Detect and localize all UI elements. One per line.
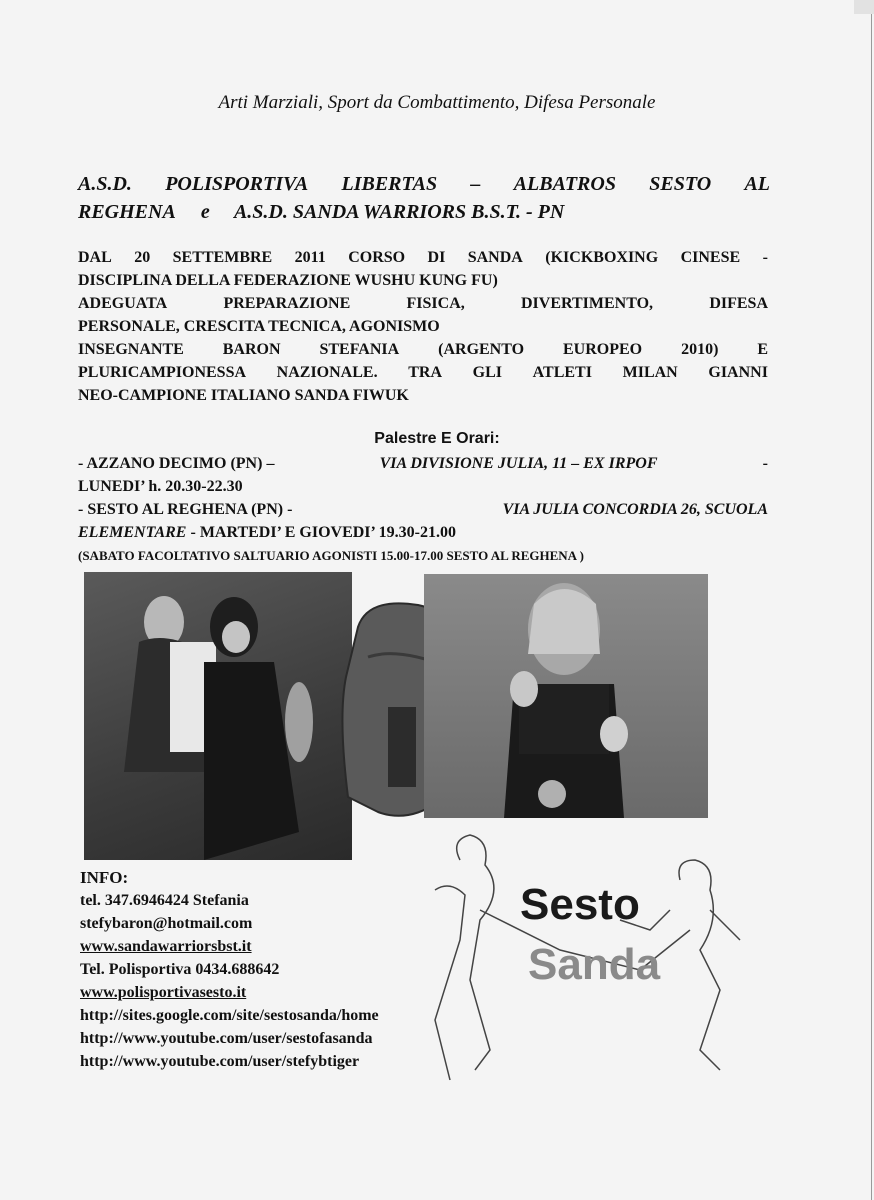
schedule-list bbox=[78, 452, 768, 567]
sesto-sanda-logo bbox=[420, 820, 754, 1082]
schedule-line-3 bbox=[78, 498, 768, 521]
contact-info bbox=[80, 866, 460, 1073]
location-address: VIA JULIA CONCORDIA 26, SCUOLA bbox=[502, 501, 768, 518]
word: 2010) bbox=[681, 341, 719, 358]
body-line-4: PERSONALE, CRESCITA TECNICA, AGONISMO bbox=[78, 318, 440, 335]
title-word: AL bbox=[744, 173, 770, 195]
word: DAL bbox=[78, 249, 112, 266]
title-word: e bbox=[200, 201, 210, 223]
website-link-polisportiva[interactable]: www.polisportivasesto.it bbox=[80, 984, 247, 1001]
word: NAZIONALE. bbox=[276, 364, 378, 381]
logo-word-sesto: Sesto bbox=[520, 880, 640, 929]
location-address: VIA DIVISIONE JULIA, 11 – EX IRPOF bbox=[379, 455, 658, 472]
body-line-6 bbox=[78, 361, 768, 384]
title-word: REGHENA bbox=[78, 201, 176, 223]
word: ADEGUATA bbox=[78, 295, 168, 312]
email-address: stefybaron@hotmail.com bbox=[80, 915, 253, 932]
paper-edge bbox=[871, 0, 872, 1200]
title-word: SESTO bbox=[649, 173, 712, 195]
word: MILAN bbox=[622, 364, 678, 381]
word: FISICA, bbox=[406, 295, 465, 312]
word: BARON bbox=[222, 341, 281, 358]
phone-polisportiva: Tel. Polisportiva 0434.688642 bbox=[80, 961, 280, 978]
word: (ARGENTO bbox=[438, 341, 525, 358]
title-word: A.S.D. SANDA WARRIORS B.S.T. - PN bbox=[233, 201, 565, 223]
url-youtube-sestofasanda: http://www.youtube.com/user/sestofasanda bbox=[80, 1030, 373, 1047]
location-name: - SESTO AL REGHENA (PN) - bbox=[78, 501, 293, 518]
word: GLI bbox=[472, 364, 503, 381]
training-photo-figures bbox=[84, 572, 352, 860]
schedule-heading: Palestre E Orari: bbox=[374, 430, 500, 447]
word: INSEGNANTE bbox=[78, 341, 184, 358]
title-word: POLISPORTIVA bbox=[165, 173, 309, 195]
schedule-line-2: LUNEDI’ h. 20.30-22.30 bbox=[78, 478, 243, 495]
subtitle: Arti Marziali, Sport da Combattimento, Difesa Personale bbox=[218, 92, 656, 113]
word: DIVERTIMENTO, bbox=[521, 295, 654, 312]
word: PREPARAZIONE bbox=[223, 295, 351, 312]
title-word: – bbox=[470, 173, 481, 195]
location-address: ELEMENTARE bbox=[78, 524, 187, 541]
word: 2011 bbox=[294, 249, 326, 266]
website-link-sandawarriors[interactable]: www.sandawarriorsbst.it bbox=[80, 938, 252, 955]
body-line-2: DISCIPLINA DELLA FEDERAZIONE WUSHU KUNG FU) bbox=[78, 272, 498, 289]
info-heading: INFO: bbox=[80, 868, 129, 887]
training-photo bbox=[84, 572, 352, 860]
title bbox=[78, 170, 770, 226]
word: E bbox=[757, 341, 768, 358]
word: - bbox=[762, 249, 768, 266]
course-description bbox=[78, 246, 768, 407]
title-line-2 bbox=[78, 198, 770, 226]
word: PLURICAMPIONESSA bbox=[78, 364, 247, 381]
phone-stefania: tel. 347.6946424 Stefania bbox=[80, 892, 249, 909]
word: 20 bbox=[134, 249, 151, 266]
word: GIANNI bbox=[708, 364, 768, 381]
url-youtube-stefybtiger: http://www.youtube.com/user/stefybtiger bbox=[80, 1053, 360, 1070]
body-line-3 bbox=[78, 292, 768, 315]
champion-photo-figure bbox=[424, 574, 708, 818]
word: CORSO bbox=[348, 249, 406, 266]
schedule-line-5: (SABATO FACOLTATIVO SALTUARIO AGONISTI 15.00-17.00 SESTO AL REGHENA ) bbox=[78, 548, 584, 563]
paper-corner bbox=[854, 0, 874, 14]
word: SANDA bbox=[467, 249, 523, 266]
schedule-line-4 bbox=[78, 521, 768, 544]
word: TRA bbox=[408, 364, 443, 381]
word: DIFESA bbox=[709, 295, 768, 312]
title-word: A.S.D. bbox=[78, 173, 132, 195]
word: SETTEMBRE bbox=[172, 249, 273, 266]
title-word: ALBATROS bbox=[513, 173, 616, 195]
word: STEFANIA bbox=[319, 341, 400, 358]
champion-photo bbox=[424, 574, 708, 818]
word: ATLETI bbox=[532, 364, 592, 381]
word: (KICKBOXING bbox=[545, 249, 659, 266]
body-line-7: NEO-CAMPIONE ITALIANO SANDA FIWUK bbox=[78, 387, 409, 404]
logo-word-sanda: Sanda bbox=[528, 940, 661, 989]
location-name: - AZZANO DECIMO (PN) – bbox=[78, 455, 275, 472]
word: CINESE bbox=[680, 249, 741, 266]
title-word: LIBERTAS bbox=[341, 173, 438, 195]
title-line-1 bbox=[78, 170, 770, 198]
dash: - bbox=[762, 455, 768, 472]
body-line-5 bbox=[78, 338, 768, 361]
schedule-line-1 bbox=[78, 452, 768, 475]
word: DI bbox=[427, 249, 446, 266]
word: EUROPEO bbox=[563, 341, 643, 358]
url-google-sites: http://sites.google.com/site/sestosanda/home bbox=[80, 1007, 379, 1024]
schedule-days: - MARTEDI’ E GIOVEDI’ 19.30-21.00 bbox=[190, 524, 456, 541]
body-line-1 bbox=[78, 246, 768, 269]
